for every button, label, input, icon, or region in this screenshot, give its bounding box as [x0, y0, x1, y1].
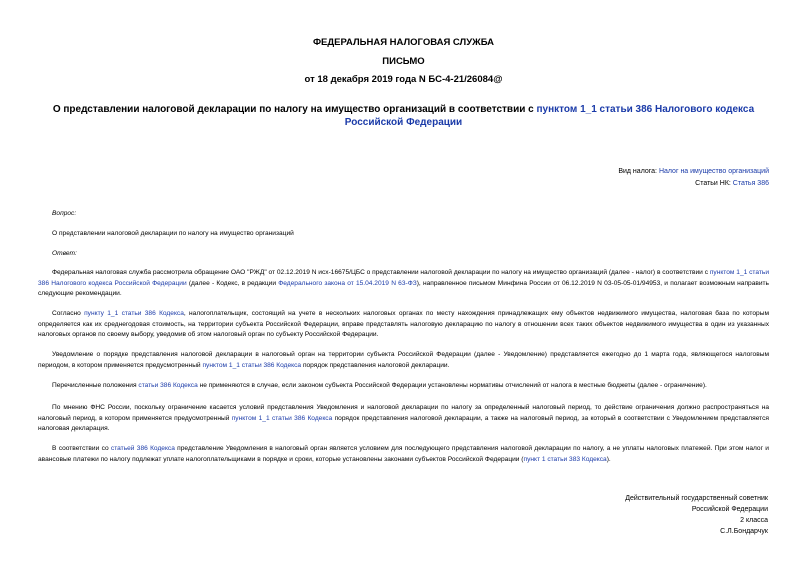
question-label: Вопрос: — [52, 210, 77, 217]
question-text: О представлении налоговой декларации по налогу на имущество организаций — [52, 230, 294, 237]
articles-label: Статьи НК: — [695, 180, 733, 187]
tax-kind-label: Вид налога: — [618, 168, 659, 175]
p6-link-article-383[interactable]: пункт 1 статьи 383 Кодекса — [523, 455, 607, 463]
title-link-article-386[interactable]: пунктом 1_1 статьи 386 Налогового кодекса Российской Федерации — [344, 104, 755, 128]
p1-link-article[interactable]: пунктом 1_1 статьи 386 Налогового кодекса Российской Федерации — [38, 269, 770, 287]
p5-text-b: порядок представления налоговой декларации, а также на налоговый период, за который в соответствии с Уведомлением представляется налоговая декларация. — [38, 414, 769, 432]
p2-text-b: , налогоплательщик, состоящий на учете в нескольких налоговых органах по месту нахождения принадлежащих ему объектов недвижимого имущества, налоговая база по которым определяется как их среднегодовая стоимость, на территории субъекта Российской Федерации, вправе представлять налоговую декларацию по налогу в отношении всех таких объектов недвижимого имущества в один из указанных налоговых органов по своему выбору, уведомив об этом налоговый орган по субъекту Российской Федерации. — [38, 310, 769, 338]
document-title — [40, 104, 767, 129]
paragraph-4 — [38, 381, 769, 392]
tax-kind-link[interactable]: Налог на имущество организаций — [658, 168, 769, 175]
signature-line-1: Действительный государственный советник — [625, 495, 768, 502]
signature-name: С.Л.Бондарчук — [720, 528, 768, 535]
question-label-block — [52, 209, 783, 220]
tax-kind-line — [618, 168, 769, 175]
p6-text-c: ). — [606, 455, 611, 463]
question-text-block — [52, 229, 783, 240]
p1-text-a: Федеральная налоговая служба рассмотрела обращение ОАО "РЖД" от 02.12.2019 N исх-16675/ЦБС о представлении налоговой декларации по налогу на имущество организаций (далее - налог) в соответствии с — [52, 269, 710, 276]
p3-link-article[interactable]: пунктом 1_1 статьи 386 Кодекса — [202, 361, 302, 369]
answer-label: Ответ: — [52, 250, 77, 257]
p3-text-a: Уведомление о порядке представления налоговой декларации в налоговый орган на территории субъекта Российской Федерации (далее - Уведомление) представляется ежегодно до 1 марта года, являющегося налоговым периодом, в котором применяется предусмотренный — [38, 351, 769, 369]
p5-link-article[interactable]: пунктом 1_1 статьи 386 Кодекса — [231, 414, 333, 422]
p4-text-b: не применяются в случае, если законом субъекта Российской Федерации установлены нормативы отчислений от налога в местные бюджеты (далее - ограничение). — [197, 382, 707, 389]
p3-text-b: порядок представления налоговой декларации. — [301, 361, 450, 369]
signature-line-3: 2 класса — [740, 517, 768, 524]
doc-type-heading: ПИСЬМО — [382, 56, 425, 67]
p1-link-federal-law[interactable]: Федерального закона от 15.04.2019 N 63-ФЗ — [278, 279, 417, 287]
p2-link-article[interactable]: пункту 1_1 статьи 386 Кодекса — [84, 310, 184, 317]
p5-text-a: По мнению ФНС России, поскольку ограничение касается условий представления Уведомления и налоговой декларации по налогу за определенный налоговый период, то действие ограничения должно распространяться на налоговый период, в котором применяется предусмотренный — [38, 404, 769, 422]
p4-text-a: Перечисленные положения — [52, 382, 139, 389]
agency-heading: ФЕДЕРАЛЬНАЯ НАЛОГОВАЯ СЛУЖБА — [312, 37, 495, 48]
title-prefix: О представлении налоговой декларации по налогу на имущество организаций в соответствии с — [52, 104, 537, 115]
p6-link-article-386[interactable]: статьей 386 Кодекса — [110, 445, 175, 452]
paragraph-1 — [38, 268, 769, 300]
p4-link-article[interactable]: статьи 386 Кодекса — [138, 382, 198, 389]
articles-link[interactable]: Статья 386 — [732, 180, 769, 187]
paragraph-2 — [38, 309, 769, 341]
articles-line — [695, 180, 769, 187]
signature-block — [625, 493, 768, 537]
p2-text-a: Согласно — [52, 310, 85, 317]
answer-label-block — [52, 249, 783, 260]
paragraph-5 — [38, 403, 769, 435]
p6-text-a: В соответствии со — [52, 445, 111, 452]
paragraph-6 — [38, 444, 769, 465]
p1-text-b: (далее - Кодекс, в редакции — [186, 279, 279, 287]
p6-text-b: представление Уведомления в налоговый орган является условием для последующего представления налоговой декларации по налогу, а не уплаты налоговых платежей. При этом налог и авансовые платежи по налогу подлежат уплате налогоплательщиками в порядке и сроки, которые установлены законами субъектов Российской Федерации ( — [38, 445, 769, 463]
paragraph-3 — [38, 350, 769, 371]
p1-text-c: ), направленное письмом Минфина России от 06.12.2019 N 03-05-05-01/94953, и полагает возможным направить следующие рекомендации. — [38, 279, 769, 297]
signature-line-2: Российской Федерации — [691, 506, 768, 513]
doc-date-number: от 18 декабря 2019 года N БС-4-21/26084@ — [304, 74, 503, 85]
